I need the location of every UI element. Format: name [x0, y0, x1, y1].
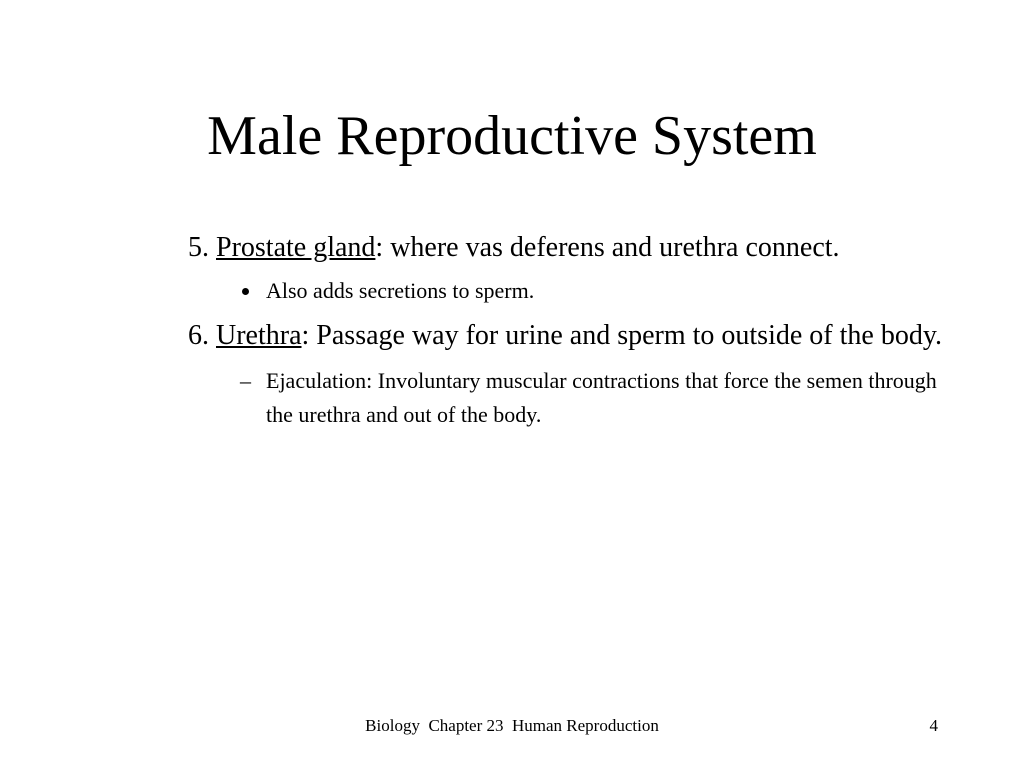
point-prostate-gland: [188, 228, 948, 268]
slide-title: Male Reproductive System: [207, 105, 817, 167]
bullet-dot-icon: [242, 288, 249, 295]
point-number: 5.: [188, 232, 209, 263]
sub-point-text: Ejaculation: Involuntary muscular contractions that force the semen through the urethra and out of the body.: [266, 368, 937, 427]
point-description: : Passage way for urine and sperm to outside of the body.: [301, 320, 943, 351]
term-urethra: Urethra: [216, 320, 302, 351]
sub-point-secretions: [188, 274, 948, 308]
dash-icon: –: [240, 368, 251, 393]
sub-point-ejaculation: [188, 364, 948, 432]
point-description: : where vas deferens and urethra connect.: [375, 232, 840, 263]
point-number: 6.: [188, 320, 209, 351]
slide-body: [188, 228, 948, 440]
sub-point-text: Also adds secretions to sperm.: [266, 278, 535, 303]
page-number: 4: [929, 716, 938, 735]
term-prostate-gland: Prostate gland: [216, 232, 376, 263]
point-urethra: [188, 316, 948, 356]
footer-text: Biology Chapter 23 Human Reproduction: [365, 716, 659, 735]
